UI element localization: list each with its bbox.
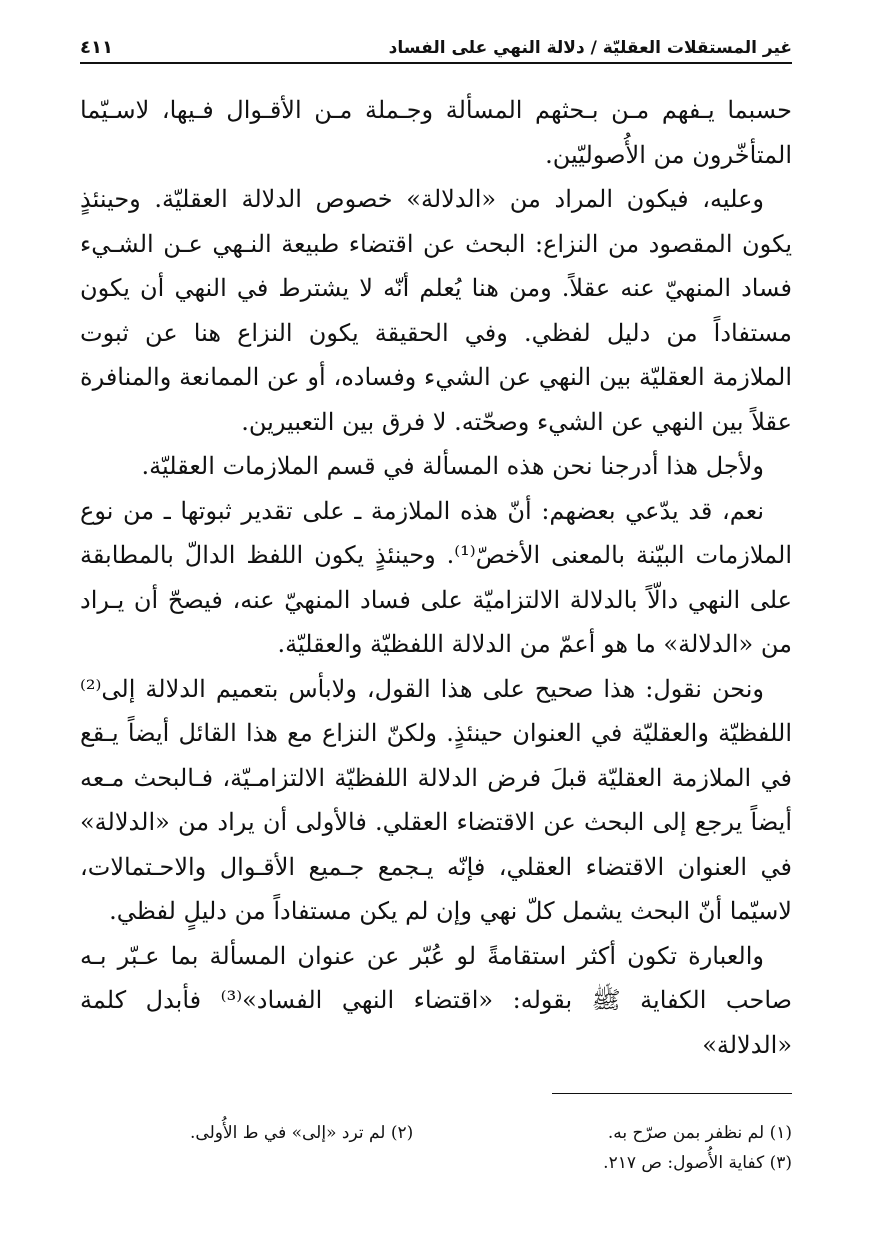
paragraph: وعليه، فيكون المراد من «الدلالة» خصوص الدلالة العقليّة. وحينئذٍ يكون المقصود من النزاع: البحث عن اقتضاء طبيعة النـهي عـن الشـيء فساد المنهيّ عنه عقلاً. ومن هنا يُعلم أنّه لا يشترط في النهي أن يكون مستفاداً من دليل لفظي. وفي الحقيقة يكون النزاع هنا عن ثبوت الملازمة العقليّة بين النهي عن الشيء وفساده، أو عن الممانعة والمنافرة عقلاً بين النهي عن الشيء وصحّته. لا فرق بين التعبيرين. <box>80 185 792 436</box>
paragraph: ونحن نقول: هذا صحيح على هذا القول، ولابأس بتعميم الدلالة إلى⁽²⁾ اللفظيّة والعقليّة في العنوان حينئذٍ. ولكنّ النزاع مع هذا القائل أيضاً يـقع في الملازمة العقليّة قبلَ فرض الدلالة اللفظيّة الالتزامـيّة، فـالبحث مـعه أيضاً يرجع إلى البحث عن الاقتضاء العقلي. فالأولى أن يراد من «الدلالة» في العنوان الاقتضاء العقلي، فإنّه يـجمع جـميع الأقـوال والاحـتمالات، لاسيّما أنّ البحث يشمل كلّ نهي وإن لم يكن مستفاداً من دليلٍ لفظي. <box>80 674 793 925</box>
running-head: غير المستقلات العقليّة / دلالة النهي على الفساد <box>388 38 792 58</box>
page-number: ٤١١ <box>80 37 113 58</box>
footnote-1: (١) لم نظفر بمن صرّح به. <box>607 1123 792 1143</box>
footnotes <box>190 1118 792 1178</box>
paragraph: ولأجل هذا أدرجنا نحن هذه المسألة في قسم الملازمات العقليّة. <box>141 452 764 480</box>
footnote-3: (٣) كفاية الأُصول: ص ٢١٧. <box>603 1153 792 1173</box>
paragraph: حسبما يـفهم مـن بـحثهم المسألة وجـملة مـن الأقـوال فـيها، لاسـيّما المتأخّرون من الأُصوليّين. <box>80 96 792 169</box>
footnote-2: (٢) لم ترد «إلى» في ط الأُولى. <box>190 1123 414 1143</box>
footnote-row <box>190 1118 792 1148</box>
footnote-row <box>190 1148 792 1178</box>
paragraph: والعبارة تكون أكثر استقامةً لو عُبّر عن عنوان المسألة بما عـبّر بـه صاحب الكفاية ﷺ بقوله: «اقتضاء النهي الفساد»⁽³⁾ فأبدل كلمة «الدلالة» <box>80 941 793 1059</box>
footnote-divider <box>552 1093 792 1094</box>
page-header <box>80 30 792 64</box>
body-text <box>80 88 792 1067</box>
paragraph: نعم، قد يدّعي بعضهم: أنّ هذه الملازمة ـ على تقدير ثبوتها ـ من نوع الملازمات البيّنة بالمعنى الأخصّ⁽¹⁾. وحينئذٍ يكون اللفظ الدالّ بالمطابقة على النهي دالّاً بالدلالة الالتزاميّة على فساد المنهيّ عنه، فيصحّ أن يـراد من «الدلالة» ما هو أعمّ من الدلالة اللفظيّة والعقليّة. <box>80 496 792 658</box>
